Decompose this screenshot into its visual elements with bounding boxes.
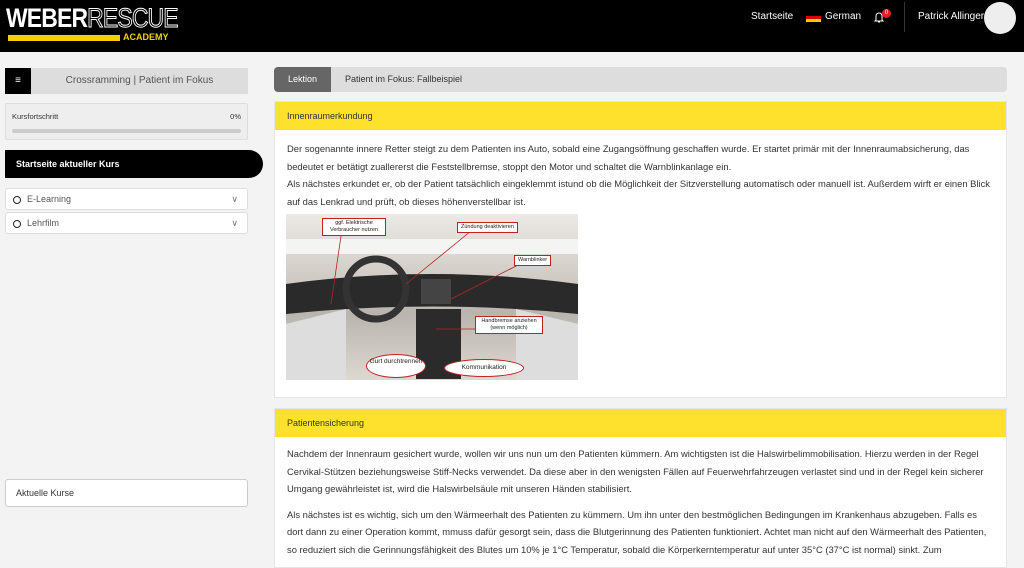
card-header: Innenraumerkundung [275,102,1006,130]
label-hazard: Warnblinker [514,255,551,266]
car-interior-drawing [286,214,578,380]
divider [904,2,905,32]
cloud-communication: Kommunikation [444,359,524,377]
paragraph: Als nächstes erkundet er, ob der Patient tatsächlich eingeklemmt istund ob die Möglichkeit der Sitzverstellung automatisch oder manuell ist. Außerdem wirft er einen Blick auf das Lenkrad und prüft, ob dieses höhenverstellbar ist. [287,178,990,207]
section-lehrfilm[interactable] [5,212,248,234]
tab-lektion[interactable]: Lektion [274,67,331,92]
top-header [0,0,1024,52]
label-handbrake: Handbremse anziehen (wenn möglich) [475,316,543,334]
paragraph: Als nächstes ist es wichtig, sich um den Wärmeerhalt des Patienten zu kümmern. Um ihn unter den bestmöglichen Bedingungen im Krankenhaus abzugeben. Falls es dort dann zu einer Operation kommt, mmuss dafür gesorgt sein, dass die Blutgerinnung des Patienten funktioniert. Achtet man nicht auf den Wärmeerhalt des Patienten, so reduziert sich die Gerinnungsfähigkeit des Blutes um 10% je 1°C Temperatur, sobald die Körperkerntemperatur auf unter 35°C (37°C ist normal) sinkt. Zum [287,508,987,555]
lesson-tab-bar [274,67,1007,92]
logo-text-2: RESCUE [87,3,178,33]
paragraph: Der sogenannte innere Retter steigt zu dem Patienten ins Auto, sobald eine Zugangsöffnung geschaffen wurde. Er startet primär mit der Innenraumabsicherung, das bedeutet er betätigt zuallererst die Feststellbremse, stoppt den Motor und schaltet die Warnblinkanlage ein. [287,143,970,172]
course-menu-bar [5,68,248,94]
lesson-title: Patient im Fokus: Fallbeispiel [345,74,463,84]
course-title: Crossramming | Patient im Fokus [65,75,214,86]
chevron-down-icon[interactable]: ∨ [231,218,238,228]
nav-startseite[interactable]: Startseite [751,11,794,22]
progress-value: 0% [230,112,241,121]
card-innenraumerkundung [274,101,1007,398]
weber-rescue-logo[interactable] [6,3,208,42]
card-patientensicherung [274,408,1007,568]
section-e-learning[interactable] [5,188,248,210]
hamburger-menu-icon[interactable]: ≡ [5,68,31,94]
label-ignition: Zündung deaktivieren [457,222,518,233]
avatar[interactable] [984,2,1016,34]
notification-badge: 0 [882,9,891,18]
label-electric: ggf. Elektrische Verbraucher nutzen [322,218,386,236]
logo-bar [8,35,120,41]
progress-label: Kursfortschritt [12,112,59,121]
german-flag-icon[interactable] [806,13,821,22]
paragraph: Nachdem der Innenraum gesichert wurde, wollen wir uns nun um den Patienten kümmern. Am wichtigsten ist die Halswirbelimmobilisation. Hierzu werden in der Regel Cervikal-Stützen beziehungsweise Stiff-Necks verwendet. Da diese aber in den wenigsten Fällen auf Feuerwehrfahrzeugen verlastet sind und in der Regel kein sicherer Umgang gewährleistet ist, wird die Halswirbelsäule mit unseren Händen stabilisiert. [287,448,984,494]
section-label: E-Learning [27,194,72,204]
current-courses-button[interactable]: Aktuelle Kurse [5,479,248,507]
logo-academy: ACADEMY [123,32,169,42]
language-selector[interactable]: German [825,11,862,22]
card-header: Patientensicherung [275,409,1006,437]
user-name[interactable]: Patrick Allinger [918,11,985,22]
course-home-button[interactable]: Startseite aktueller Kurs [5,150,263,178]
course-progress [5,103,248,140]
logo-text: WEBER [6,3,88,33]
section-label: Lehrfilm [27,218,60,228]
chevron-down-icon[interactable]: ∨ [231,194,238,204]
circle-icon [13,220,21,228]
circle-icon [13,196,21,204]
progress-bar [12,129,241,133]
cloud-belt: Gurt durchtrennen [366,354,426,378]
car-interior-image [286,214,578,380]
